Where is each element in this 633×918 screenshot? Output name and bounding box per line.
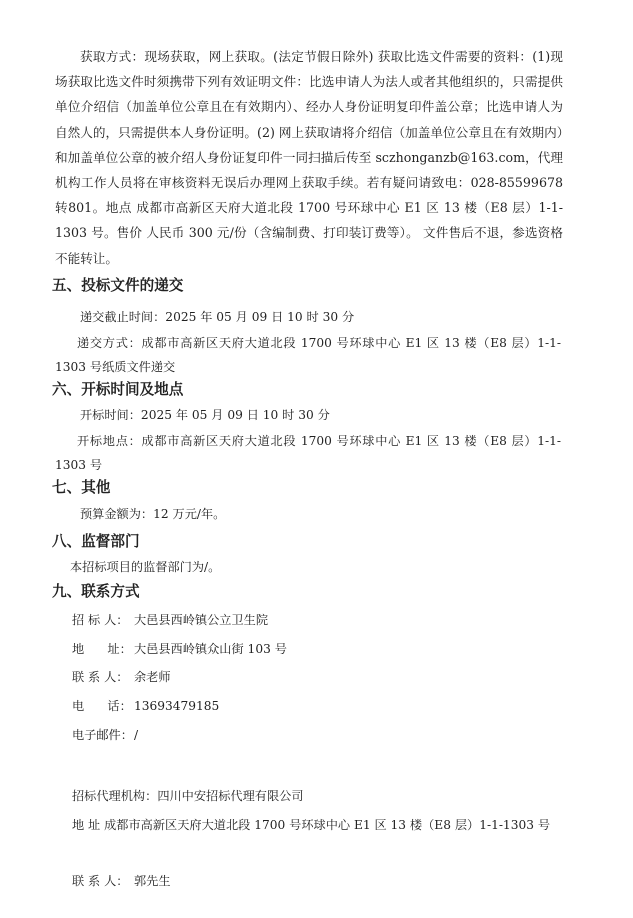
email-value: /	[134, 728, 139, 742]
phone-label: 电 话：	[72, 699, 132, 713]
contact-label: 联 系 人：	[72, 670, 129, 684]
agency-contact-label: 联 系 人：	[72, 874, 129, 888]
agency-row	[72, 787, 304, 805]
section5-heading: 五、投标文件的递交	[52, 277, 184, 294]
contact-row	[72, 668, 171, 686]
phone-row	[72, 697, 219, 715]
submission-deadline: 递交截止时间：2025 年 05 月 09 日 10 时 30 分	[80, 310, 355, 324]
address-row	[72, 640, 287, 658]
tenderer-row	[72, 611, 268, 629]
tenderer-label: 招 标 人：	[72, 613, 129, 627]
section7-heading: 七、其他	[52, 479, 111, 496]
contact-value: 余老师	[134, 670, 171, 684]
agency-address: 地 址 成都市高新区天府大道北段 1700 号环球中心 E1 区 13 楼（E8 层）1-1-1303 号	[72, 818, 551, 832]
submission-method: 递交方式：成都市高新区天府大道北段 1700 号环球中心 E1 区 13 楼（E8 层）1-1-1303 号纸质文件递交	[55, 336, 561, 374]
section8-heading: 八、监督部门	[52, 533, 140, 550]
intro-paragraph: 获取方式：现场获取，网上获取。(法定节假日除外) 获取比选文件需要的资料：(1)现场获取比选文件时须携带下列有效证明文件：比选申请人为法人或者其他组织的，只需提供单位介绍信（加盖单位公章且在有效期内）、经办人身份证明复印件盖公章；比选申请人为自然人的，只需提供本人身份证明。(2) 网上获取请将介绍信（加盖单位公章且在有效期内）和加盖单位公章的被介绍人身份证复印件一同扫描后传至 sczhonganzb@163.com，代理机构工作人员将在审核资料无误后办理网上获取手续。若有疑问请致电：028-85599678 转801。地点 成都市高新区天府大道北段 1700 号环球中心 E1 区 13 楼（E8 层）1-1-1303 号。售价 人民币 300 元/份（含编制费、打印装订费等）。 文件售后不退，参选资格不能转让。	[55, 49, 563, 266]
phone-value: 13693479185	[134, 699, 220, 713]
budget-amount: 预算金额为：12 万元/年。	[80, 507, 226, 521]
opening-place: 开标地点：成都市高新区天府大道北段 1700 号环球中心 E1 区 13 楼（E8 层）1-1-1303 号	[55, 434, 561, 472]
section6-heading: 六、开标时间及地点	[52, 381, 184, 398]
section9-heading: 九、联系方式	[52, 583, 140, 600]
supervision-text: 本招标项目的监督部门为/。	[70, 560, 221, 574]
email-row	[72, 726, 138, 744]
agency-label: 招标代理机构：	[72, 789, 158, 803]
agency-contact-value: 郭先生	[134, 874, 171, 888]
agency-contact-row	[72, 872, 171, 890]
address-value: 大邑县西岭镇众山街 103 号	[134, 642, 287, 656]
email-label: 电子邮件：	[72, 728, 133, 742]
address-label: 地 址：	[72, 642, 132, 656]
tenderer-value: 大邑县西岭镇公立卫生院	[134, 613, 269, 627]
opening-time: 开标时间：2025 年 05 月 09 日 10 时 30 分	[80, 408, 330, 422]
agency-value: 四川中安招标代理有限公司	[157, 789, 304, 803]
